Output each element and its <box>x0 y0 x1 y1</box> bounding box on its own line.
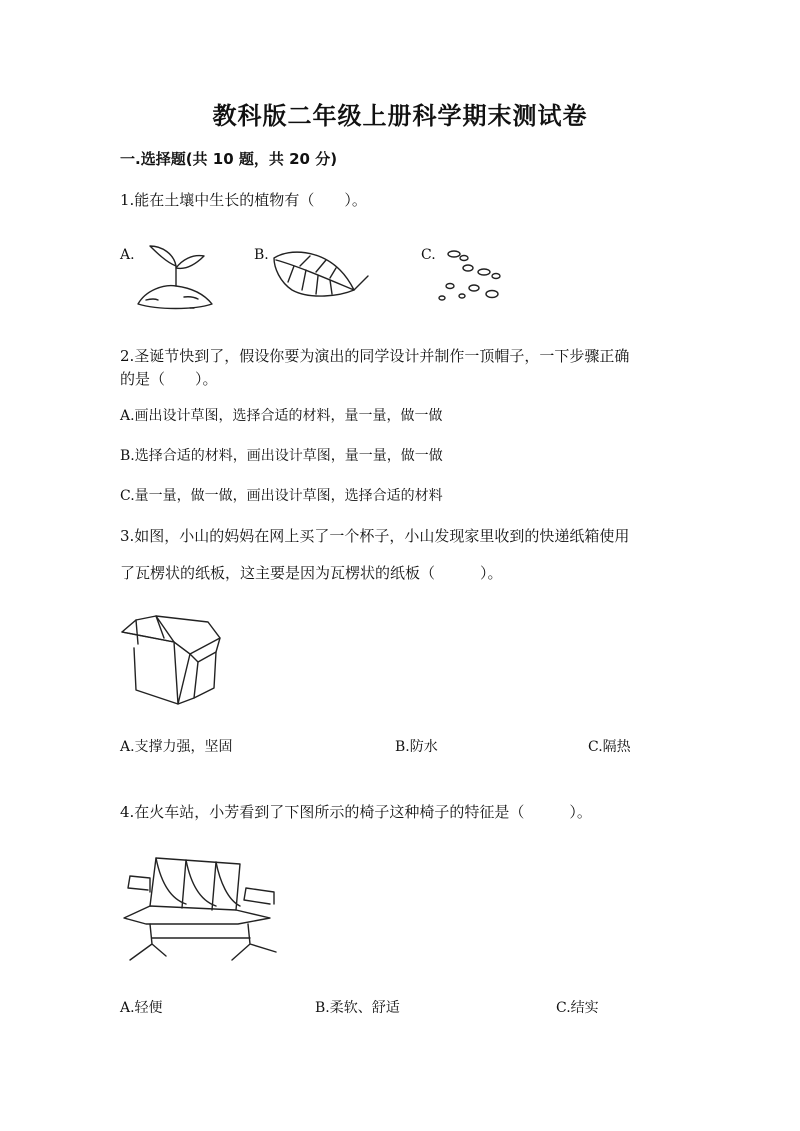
leaf-icon <box>270 246 372 304</box>
scattered-seeds-icon <box>434 246 514 306</box>
page-title: 教科版二年级上册科学期末测试卷 <box>212 102 588 130</box>
question-4-option-b[interactable]: B.柔软、舒适 <box>315 1000 400 1016</box>
question-1-option-b[interactable]: B. <box>254 247 269 263</box>
question-3-option-b[interactable]: B.防水 <box>395 739 438 755</box>
question-1-text: 1.能在土壤中生长的植物有（ ）。 <box>120 191 367 209</box>
question-3-line-2: 了瓦楞状的纸板，这主要是因为瓦楞状的纸板（ ）。 <box>120 564 503 582</box>
question-2-option-c[interactable]: C.量一量，做一做，画出设计草图，选择合适的材料 <box>120 488 443 504</box>
question-1-option-c[interactable]: C. <box>421 247 436 263</box>
question-3-option-c[interactable]: C.隔热 <box>588 739 631 755</box>
question-4-text: 4.在火车站，小芳看到了下图所示的椅子这种椅子的特征是（ ）。 <box>120 803 592 821</box>
section-heading: 一.选择题(共 10 题，共 20 分) <box>120 150 338 168</box>
question-2-line-2: 的是（ ）。 <box>120 370 218 388</box>
question-1-option-a[interactable]: A. <box>120 247 135 263</box>
question-2-option-a[interactable]: A.画出设计草图，选择合适的材料，量一量，做一做 <box>120 408 443 424</box>
question-2-option-b[interactable]: B.选择合适的材料，画出设计草图，量一量，做一做 <box>120 448 443 464</box>
question-4-option-a[interactable]: A.轻便 <box>120 1000 163 1016</box>
question-4-option-c[interactable]: C.结实 <box>556 1000 599 1016</box>
question-2-line-1: 2.圣诞节快到了，假设你要为演出的同学设计并制作一顶帽子，一下步骤正确 <box>120 347 630 365</box>
cardboard-box-icon <box>118 612 228 708</box>
station-bench-icon <box>120 848 285 966</box>
question-3-line-1: 3.如图，小山的妈妈在网上买了一个杯子，小山发现家里收到的快递纸箱使用 <box>120 527 630 545</box>
sprout-in-soil-icon <box>134 242 216 314</box>
question-3-option-a[interactable]: A.支撑力强，坚固 <box>120 739 233 755</box>
